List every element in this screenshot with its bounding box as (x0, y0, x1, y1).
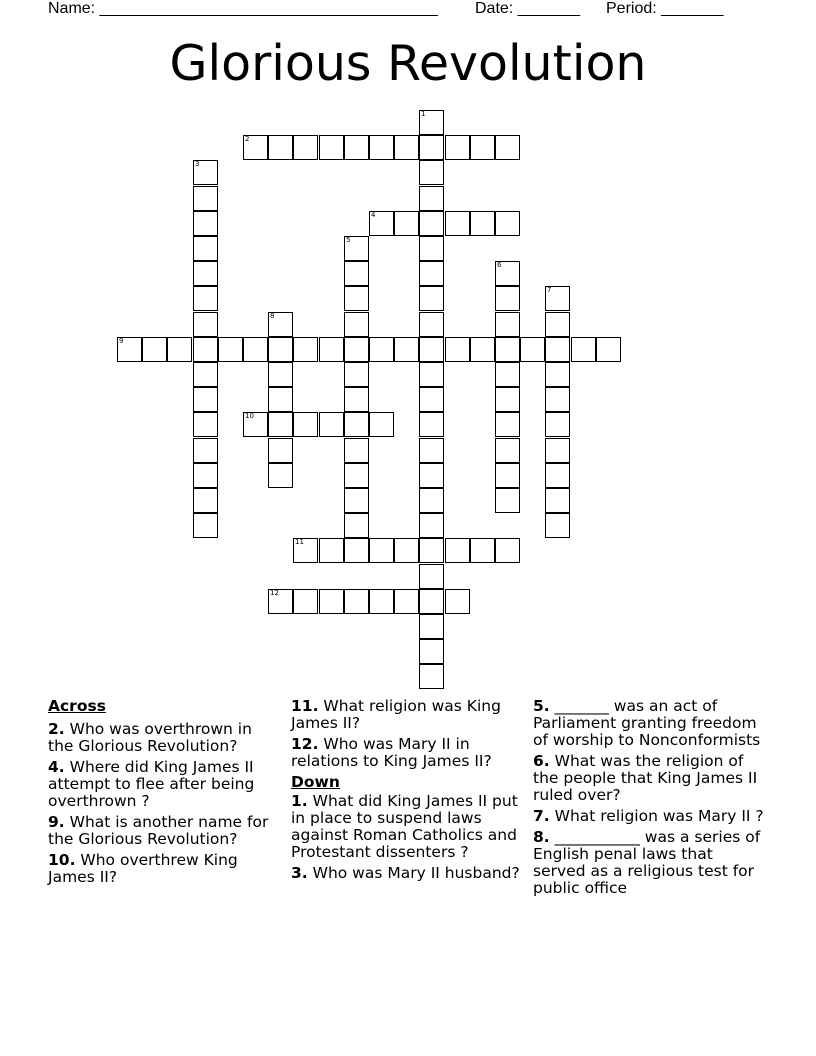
grid-cell[interactable] (344, 261, 369, 286)
grid-cell[interactable] (268, 387, 293, 412)
grid-cell[interactable] (268, 135, 293, 160)
grid-cell[interactable] (394, 538, 419, 563)
cell-number: 2 (245, 135, 250, 143)
grid-cell[interactable] (193, 337, 218, 362)
grid-cell[interactable] (495, 412, 520, 437)
clue-text: _______ was an act of Parliament granting freedom of worship to Nonconformists (533, 697, 761, 749)
grid-cell[interactable] (344, 286, 369, 311)
grid-cell[interactable] (470, 337, 495, 362)
clue-number: 5. (533, 697, 550, 715)
grid-cell[interactable] (243, 337, 268, 362)
grid-cell[interactable] (394, 211, 419, 236)
clue-number: 11. (291, 697, 319, 715)
grid-cell[interactable] (419, 186, 444, 211)
grid-cell[interactable] (419, 337, 444, 362)
clue-down-3 (291, 865, 523, 882)
grid-cell[interactable] (470, 135, 495, 160)
grid-cell[interactable] (419, 488, 444, 513)
grid-cell[interactable] (545, 488, 570, 513)
grid-cell[interactable] (193, 488, 218, 513)
clues-column-1 (48, 698, 280, 890)
grid-cell[interactable] (545, 412, 570, 437)
page-title: Glorious Revolution (169, 35, 647, 92)
grid-cell[interactable] (445, 589, 470, 614)
grid-cell[interactable] (344, 438, 369, 463)
grid-cell[interactable] (419, 412, 444, 437)
grid-cell[interactable] (419, 261, 444, 286)
grid-cell[interactable] (293, 135, 318, 160)
grid-cell[interactable] (293, 538, 318, 563)
grid-cell[interactable] (445, 538, 470, 563)
clue-number: 10. (48, 851, 76, 869)
grid-cell[interactable] (495, 362, 520, 387)
grid-cell[interactable] (394, 337, 419, 362)
grid-cell[interactable] (243, 412, 268, 437)
grid-cell[interactable] (369, 211, 394, 236)
grid-cell[interactable] (419, 589, 444, 614)
grid-cell[interactable] (470, 538, 495, 563)
grid-cell[interactable] (495, 387, 520, 412)
clue-across-12 (291, 736, 523, 770)
grid-cell[interactable] (193, 438, 218, 463)
grid-cell[interactable] (193, 236, 218, 261)
grid-cell[interactable] (419, 513, 444, 538)
grid-cell[interactable] (419, 614, 444, 639)
grid-cell[interactable] (571, 337, 596, 362)
grid-cell[interactable] (419, 110, 444, 135)
clue-number: 2. (48, 720, 65, 738)
grid-cell[interactable] (419, 135, 444, 160)
grid-cell[interactable] (344, 387, 369, 412)
clue-across-2 (48, 721, 280, 755)
grid-cell[interactable] (419, 160, 444, 185)
grid-cell[interactable] (545, 286, 570, 311)
grid-cell[interactable] (193, 211, 218, 236)
grid-cell[interactable] (495, 463, 520, 488)
grid-cell[interactable] (193, 261, 218, 286)
grid-cell[interactable] (419, 564, 444, 589)
grid-cell[interactable] (596, 337, 621, 362)
clue-down-5 (533, 698, 765, 749)
grid-cell[interactable] (268, 463, 293, 488)
clue-down-6 (533, 753, 765, 804)
grid-cell[interactable] (319, 589, 344, 614)
grid-cell[interactable] (268, 337, 293, 362)
grid-cell[interactable] (545, 463, 570, 488)
grid-cell[interactable] (545, 438, 570, 463)
grid-cell[interactable] (344, 362, 369, 387)
cell-number: 9 (119, 337, 124, 345)
cell-number: 11 (295, 538, 304, 546)
cell-number: 4 (371, 211, 376, 219)
grid-cell[interactable] (344, 488, 369, 513)
clue-text: ___________ was a series of English penal laws that served as a religious test for public office (533, 828, 761, 897)
grid-cell[interactable] (495, 135, 520, 160)
clue-number: 6. (533, 752, 550, 770)
grid-cell[interactable] (545, 337, 570, 362)
clue-number: 1. (291, 792, 308, 810)
grid-cell[interactable] (369, 135, 394, 160)
cell-number: 5 (346, 236, 351, 244)
grid-cell[interactable] (319, 538, 344, 563)
grid-cell[interactable] (495, 488, 520, 513)
grid-cell[interactable] (369, 412, 394, 437)
clue-number: 12. (291, 735, 319, 753)
grid-cell[interactable] (495, 312, 520, 337)
grid-cell[interactable] (419, 286, 444, 311)
clue-text: What did King James II put in place to suspend laws against Roman Catholics and Protestant dissenters ? (291, 792, 518, 861)
grid-cell[interactable] (445, 211, 470, 236)
grid-cell[interactable] (419, 639, 444, 664)
grid-cell[interactable] (419, 664, 444, 689)
grid-cell[interactable] (419, 312, 444, 337)
grid-cell[interactable] (419, 236, 444, 261)
clue-across-4 (48, 759, 280, 810)
clue-text: What is another name for the Glorious Revolution? (48, 813, 269, 848)
clue-text: Who overthrew King James II? (48, 851, 238, 886)
clue-across-11 (291, 698, 523, 732)
grid-cell[interactable] (193, 312, 218, 337)
grid-cell[interactable] (293, 589, 318, 614)
clue-number: 3. (291, 864, 308, 882)
clue-text: Who was Mary II husband? (312, 864, 520, 882)
clue-text: What religion was Mary II ? (554, 807, 764, 825)
grid-cell[interactable] (495, 337, 520, 362)
grid-cell[interactable] (268, 362, 293, 387)
grid-cell[interactable] (344, 312, 369, 337)
grid-cell[interactable] (545, 387, 570, 412)
grid-cell[interactable] (545, 362, 570, 387)
grid-cell[interactable] (293, 412, 318, 437)
cell-number: 8 (270, 312, 275, 320)
period-field[interactable]: Period: _______ (606, 0, 724, 17)
cell-number: 6 (497, 261, 502, 269)
date-field[interactable]: Date: _______ (475, 0, 580, 17)
grid-cell[interactable] (268, 438, 293, 463)
grid-cell[interactable] (193, 362, 218, 387)
clue-number: 9. (48, 813, 65, 831)
grid-cell[interactable] (419, 463, 444, 488)
grid-cell[interactable] (268, 412, 293, 437)
clue-text: Who was overthrown in the Glorious Revolution? (48, 720, 252, 755)
grid-cell[interactable] (218, 337, 243, 362)
grid-cell[interactable] (193, 463, 218, 488)
clue-down-7 (533, 808, 765, 825)
clues-column-3 (533, 698, 765, 901)
grid-cell[interactable] (369, 538, 394, 563)
cell-number: 10 (245, 412, 254, 420)
grid-cell[interactable] (344, 589, 369, 614)
grid-cell[interactable] (344, 337, 369, 362)
grid-cell[interactable] (193, 286, 218, 311)
clue-number: 7. (533, 807, 550, 825)
grid-cell[interactable] (319, 135, 344, 160)
grid-cell[interactable] (394, 589, 419, 614)
grid-cell[interactable] (344, 538, 369, 563)
grid-cell[interactable] (193, 186, 218, 211)
grid-cell[interactable] (545, 513, 570, 538)
grid-cell[interactable] (344, 135, 369, 160)
grid-cell[interactable] (545, 312, 570, 337)
grid-cell[interactable] (445, 337, 470, 362)
grid-cell[interactable] (520, 337, 545, 362)
grid-cell[interactable] (394, 135, 419, 160)
grid-cell[interactable] (419, 211, 444, 236)
clue-across-10 (48, 852, 280, 886)
grid-cell[interactable] (344, 236, 369, 261)
name-field[interactable]: Name: ______________________________________ (48, 0, 438, 17)
grid-cell[interactable] (495, 286, 520, 311)
clue-text: Who was Mary II in relations to King James II? (291, 735, 492, 770)
grid-cell[interactable] (419, 387, 444, 412)
across-heading: Across (48, 697, 106, 715)
cell-number: 12 (270, 589, 279, 597)
clue-down-1 (291, 793, 523, 861)
clue-across-9 (48, 814, 280, 848)
cell-number: 3 (195, 160, 200, 168)
down-heading: Down (291, 773, 340, 791)
clue-number: 8. (533, 828, 550, 846)
grid-cell[interactable] (142, 337, 167, 362)
cell-number: 7 (547, 286, 552, 294)
grid-cell[interactable] (495, 438, 520, 463)
grid-cell[interactable] (193, 412, 218, 437)
grid-cell[interactable] (319, 337, 344, 362)
clue-number: 4. (48, 758, 65, 776)
grid-cell[interactable] (344, 463, 369, 488)
grid-cell[interactable] (419, 438, 444, 463)
grid-cell[interactable] (369, 589, 394, 614)
clues-column-2 (291, 698, 523, 886)
grid-cell[interactable] (470, 211, 495, 236)
grid-cell[interactable] (495, 261, 520, 286)
grid-cell[interactable] (193, 513, 218, 538)
grid-cell[interactable] (193, 387, 218, 412)
clue-down-8 (533, 829, 765, 897)
grid-cell[interactable] (193, 160, 218, 185)
grid-cell[interactable] (344, 412, 369, 437)
clue-text: What religion was King James II? (291, 697, 501, 732)
grid-cell[interactable] (268, 589, 293, 614)
grid-cell[interactable] (117, 337, 142, 362)
grid-cell[interactable] (369, 337, 394, 362)
grid-cell[interactable] (319, 412, 344, 437)
clue-text: Where did King James II attempt to flee after being overthrown ? (48, 758, 255, 810)
grid-cell[interactable] (445, 135, 470, 160)
grid-cell[interactable] (344, 513, 369, 538)
grid-cell[interactable] (419, 538, 444, 563)
grid-cell[interactable] (495, 211, 520, 236)
grid-cell[interactable] (243, 135, 268, 160)
grid-cell[interactable] (268, 312, 293, 337)
clue-text: What was the religion of the people that King James II ruled over? (533, 752, 758, 804)
grid-cell[interactable] (495, 538, 520, 563)
grid-cell[interactable] (167, 337, 192, 362)
cell-number: 1 (421, 110, 426, 118)
grid-cell[interactable] (419, 362, 444, 387)
grid-cell[interactable] (293, 337, 318, 362)
